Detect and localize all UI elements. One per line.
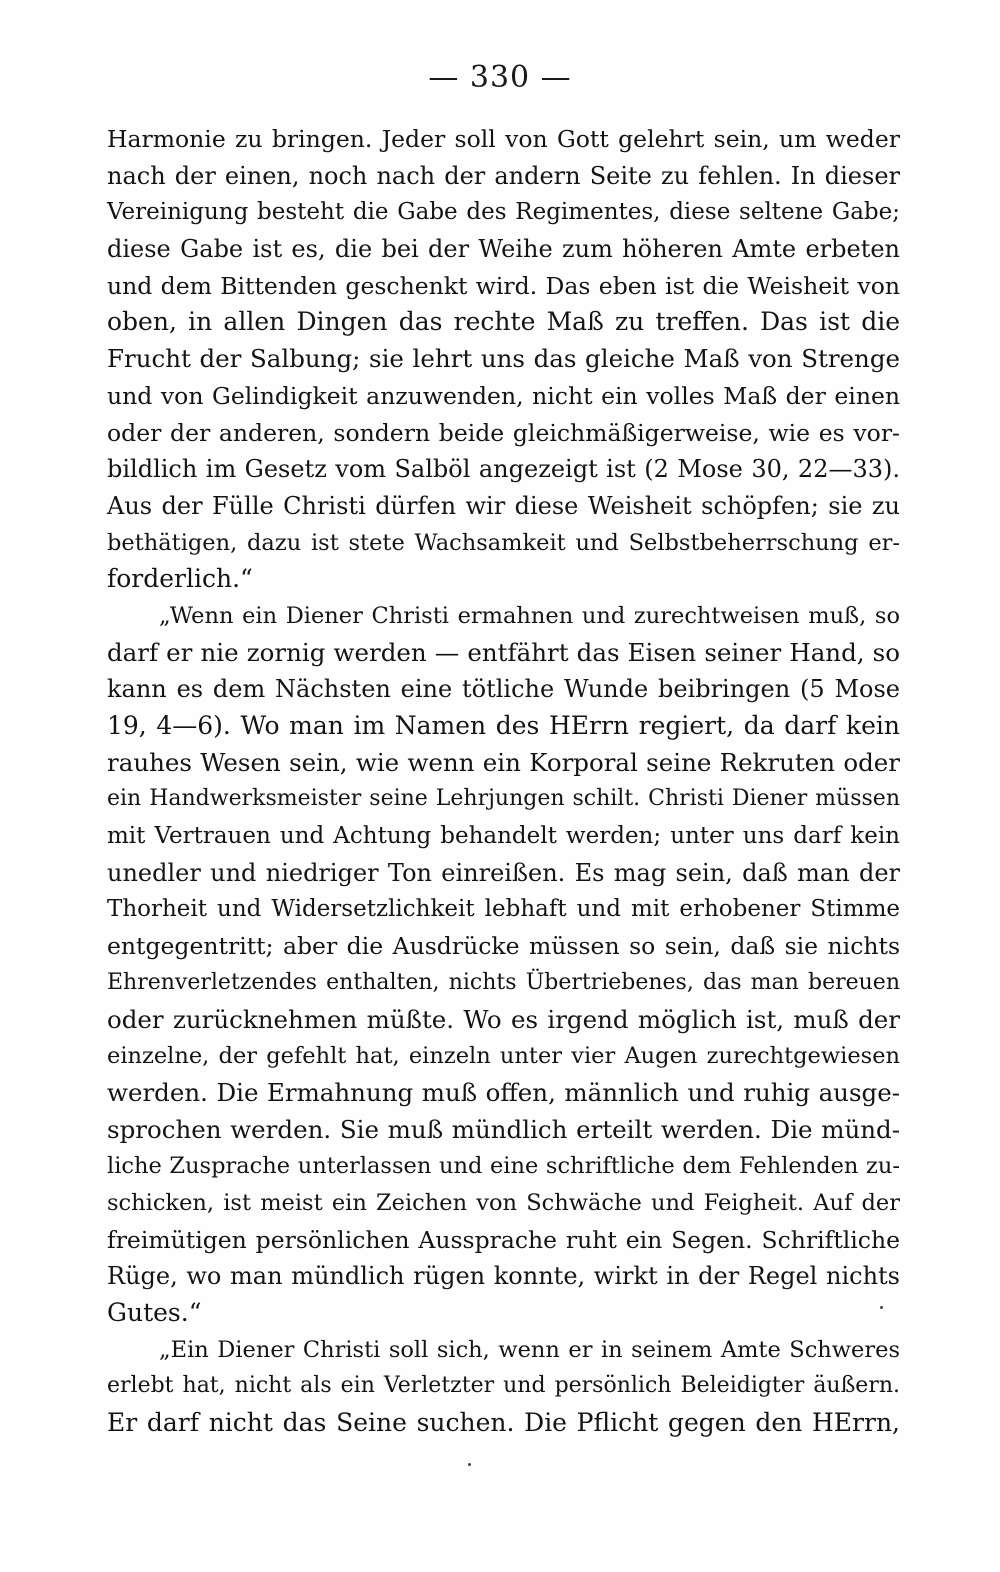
text-line: „Ein Diener Christi soll sich, wenn er in seinem Amte Schweres bbox=[159, 1336, 900, 1363]
body-text bbox=[107, 121, 900, 1442]
text-line: nach der einen, noch nach der andern Seite zu fehlen. In dieser bbox=[107, 161, 900, 190]
text-line: kann es dem Nächsten eine tötliche Wunde beibringen (5 Mose bbox=[107, 675, 900, 704]
print-speck bbox=[468, 1463, 471, 1466]
text-line: rauhes Wesen sein, wie wenn ein Korporal seine Rekruten oder bbox=[107, 747, 900, 777]
text-line: werden. Die Ermahnung muß offen, männlich und ruhig ausge- bbox=[107, 1077, 900, 1107]
text-line: Ehrenverletzendes enthalten, nichts Übertriebenes, das man bereuen bbox=[107, 969, 900, 995]
text-line: „Wenn ein Diener Christi ermahnen und zurechtweisen muß, so bbox=[159, 602, 900, 629]
text-line: freimütigen persönlichen Aussprache ruht ein Segen. Schriftliche bbox=[107, 1225, 900, 1254]
text-line: Aus der Fülle Christi dürfen wir diese Weisheit schöpfen; sie zu bbox=[107, 491, 900, 520]
text-line: und von Gelindigkeit anzuwenden, nicht ein volles Maß der einen bbox=[107, 381, 900, 410]
text-line: darf er nie zornig werden — entfährt das Eisen seiner Hand, so bbox=[107, 637, 900, 667]
text-line: bildlich im Gesetz vom Salböl angezeigt ist (2 Mose 30, 22—33). bbox=[107, 455, 900, 484]
text-line: mit Vertrauen und Achtung behandelt werden; unter uns darf kein bbox=[107, 823, 900, 850]
text-line: unedler und niedriger Ton einreißen. Es mag sein, daß man der bbox=[107, 858, 900, 887]
text-line: oben, in allen Dingen das rechte Maß zu treffen. Das ist die bbox=[107, 307, 900, 337]
page-number: — 330 — bbox=[428, 60, 572, 95]
text-line: Er darf nicht das Seine suchen. Die Pflicht gegen den HErrn, bbox=[107, 1408, 900, 1438]
text-line: sprochen werden. Sie muß mündlich erteilt werden. Die münd- bbox=[107, 1114, 900, 1144]
text-line: forderlich.“ bbox=[107, 564, 253, 594]
text-line: oder der anderen, sondern beide gleichmäßigerweise, wie es vor- bbox=[107, 418, 900, 447]
text-line: Vereinigung besteht die Gabe des Regimentes, diese seltene Gabe; bbox=[107, 199, 900, 226]
text-line: oder zurücknehmen müßte. Wo es irgend möglich ist, muß der bbox=[107, 1004, 900, 1034]
text-line: entgegentritt; aber die Ausdrücke müssen so sein, daß sie nichts bbox=[107, 932, 900, 961]
text-line: Frucht der Salbung; sie lehrt uns das gleiche Maß von Strenge bbox=[107, 344, 900, 374]
text-line: 19, 4—6). Wo man im Namen des HErrn regiert, da darf kein bbox=[107, 711, 900, 740]
text-line: und dem Bittenden geschenkt wird. Das eben ist die Weisheit von bbox=[107, 271, 900, 300]
text-line: Thorheit und Widersetzlichkeit lebhaft und mit erhobener Stimme bbox=[107, 896, 900, 923]
text-line: bethätigen, dazu ist stete Wachsamkeit und Selbstbeherrschung er- bbox=[107, 529, 900, 556]
text-line: diese Gabe ist es, die bei der Weihe zum höheren Amte erbeten bbox=[107, 235, 900, 264]
text-line: Rüge, wo man mündlich rügen konnte, wirkt in der Regel nichts bbox=[107, 1262, 900, 1291]
text-line: liche Zusprache unterlassen und eine schriftliche dem Fehlenden zu- bbox=[107, 1153, 900, 1180]
print-speck bbox=[880, 1306, 883, 1309]
text-line: Harmonie zu bringen. Jeder soll von Gott gelehrt sein, um weder bbox=[107, 125, 900, 153]
text-line: ein Handwerksmeister seine Lehrjungen schilt. Christi Diener müssen bbox=[107, 786, 900, 812]
text-line: einzelne, der gefehlt hat, einzeln unter vier Augen zurechtgewiesen bbox=[107, 1043, 900, 1070]
text-line: schicken, ist meist ein Zeichen von Schwäche und Feigheit. Auf der bbox=[107, 1189, 900, 1216]
text-line: erlebt hat, nicht als ein Verletzter und persönlich Beleidigter äußern. bbox=[107, 1373, 900, 1399]
text-line: Gutes.“ bbox=[107, 1298, 202, 1327]
